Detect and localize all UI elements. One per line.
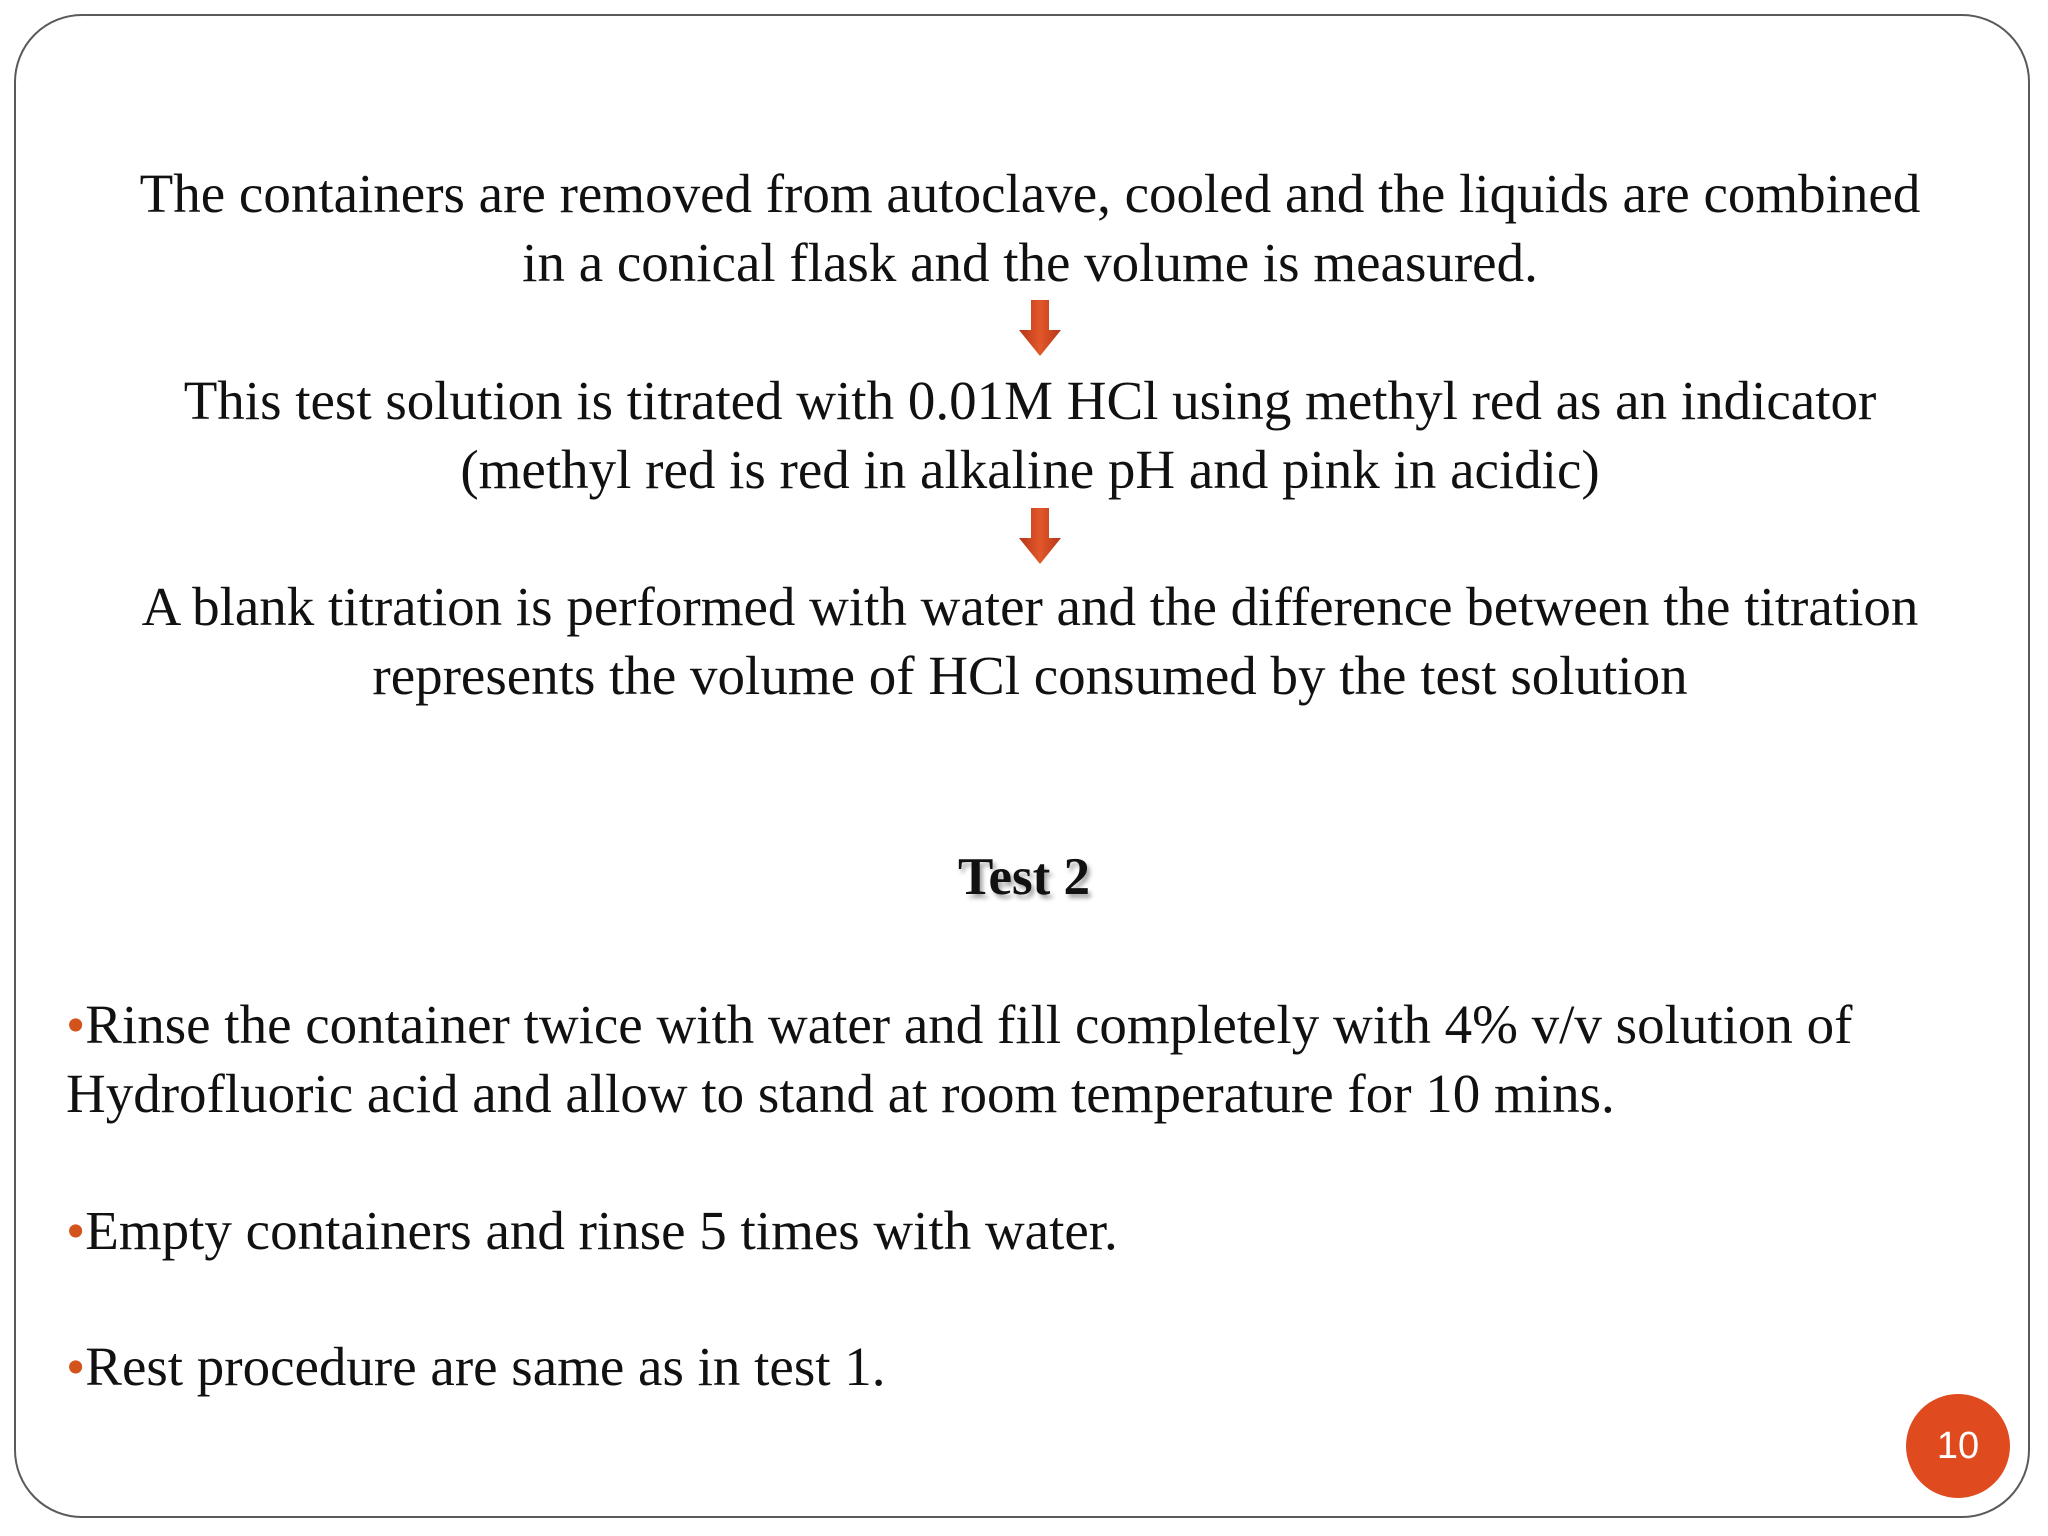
- bullet-text: Empty containers and rinse 5 times with water.: [85, 1200, 1118, 1261]
- section-heading: Test 2: [957, 848, 1091, 906]
- bullet-text: Rinse the container twice with water and fill completely with 4% v/v solution of Hydrofluoric acid and allow to stand at room temperature for 10 mins.: [66, 994, 1853, 1124]
- bullet-item: [66, 990, 1966, 1128]
- bullet-item: [66, 1332, 1966, 1401]
- down-arrow-icon: [1019, 508, 1061, 564]
- bullet-marker: •: [66, 1200, 86, 1261]
- step-3-text: A blank titration is performed with water and the difference between the titration represents the volume of HCl consumed by the test solution: [141, 576, 1919, 706]
- down-arrow-icon: [1019, 300, 1061, 356]
- bullet-item: [66, 1196, 1966, 1265]
- bullet-text: Rest procedure are same as in test 1.: [85, 1336, 886, 1397]
- bullet-marker: •: [66, 994, 86, 1055]
- bullet-marker: •: [66, 1336, 86, 1397]
- page-number-badge: 10: [1906, 1394, 2010, 1498]
- step-2-text: This test solution is titrated with 0.01M HCl using methyl red as an indicator (methyl red is red in alkaline pH and pink in acidic): [183, 370, 1877, 500]
- step-1-text: The containers are removed from autoclave, cooled and the liquids are combined in a conical flask and the volume is measured.: [139, 163, 1921, 293]
